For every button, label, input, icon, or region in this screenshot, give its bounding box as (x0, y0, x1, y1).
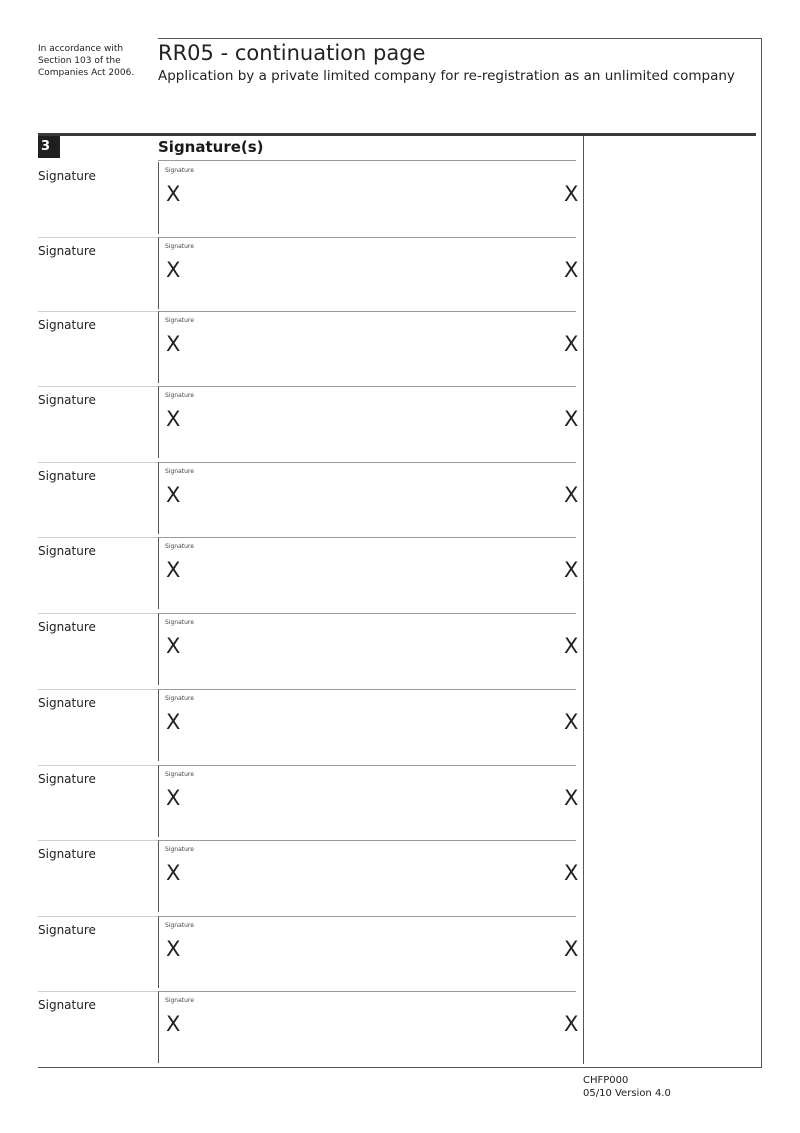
signature-field[interactable] (158, 840, 579, 912)
footer-version: 05/10 Version 4.0 (583, 1088, 671, 1099)
legal-note-line-3: Companies Act 2006. (38, 68, 135, 78)
frame-bottom-border (38, 1067, 762, 1068)
sign-here-x-icon: X (166, 182, 181, 206)
sign-end-x-icon: X (564, 710, 579, 734)
signature-field[interactable] (158, 689, 579, 761)
signature-row-label: Signature (38, 544, 96, 558)
sign-end-x-icon: X (564, 634, 579, 658)
signature-field[interactable] (158, 237, 579, 309)
legal-note-line-2: Section 103 of the (38, 56, 121, 66)
signature-field-caption: Signature (165, 392, 194, 399)
signature-row (0, 162, 800, 237)
signature-field-caption: Signature (165, 771, 194, 778)
signature-field-caption: Signature (165, 167, 194, 174)
row-divider (38, 916, 158, 917)
signature-field[interactable] (158, 162, 579, 234)
sign-here-x-icon: X (166, 937, 181, 961)
signature-field[interactable] (158, 916, 579, 988)
row-divider (38, 613, 158, 614)
signature-field[interactable] (158, 765, 579, 837)
signature-row (0, 237, 800, 312)
sign-here-x-icon: X (166, 710, 181, 734)
sign-end-x-icon: X (564, 483, 579, 507)
signature-row-label: Signature (38, 923, 96, 937)
footer-form-code: CHFP000 (583, 1075, 629, 1086)
sign-here-x-icon: X (166, 558, 181, 582)
signature-field[interactable] (158, 462, 579, 534)
signature-field-caption: Signature (165, 997, 194, 1004)
sign-here-x-icon: X (166, 258, 181, 282)
signature-row (0, 386, 800, 461)
legal-note-line-1: In accordance with (38, 44, 124, 54)
signature-row (0, 991, 800, 1066)
signature-field[interactable] (158, 386, 579, 458)
sign-end-x-icon: X (564, 332, 579, 356)
sign-end-x-icon: X (564, 1012, 579, 1036)
section-number-badge: 3 (38, 136, 60, 158)
signature-row (0, 311, 800, 386)
signature-field-caption: Signature (165, 243, 194, 250)
sign-here-x-icon: X (166, 634, 181, 658)
signature-row-label: Signature (38, 244, 96, 258)
signature-row-label: Signature (38, 393, 96, 407)
signature-row (0, 613, 800, 688)
sign-end-x-icon: X (564, 937, 579, 961)
row-divider (38, 462, 158, 463)
sign-here-x-icon: X (166, 483, 181, 507)
signature-row (0, 537, 800, 612)
sign-end-x-icon: X (564, 558, 579, 582)
sign-end-x-icon: X (564, 258, 579, 282)
signature-row-label: Signature (38, 772, 96, 786)
signature-field[interactable] (158, 613, 579, 685)
section-title: Signature(s) (158, 138, 264, 156)
signature-field-caption: Signature (165, 468, 194, 475)
sign-end-x-icon: X (564, 182, 579, 206)
signature-field-caption: Signature (165, 619, 194, 626)
row-divider (38, 537, 158, 538)
signature-field[interactable] (158, 311, 579, 383)
sign-end-x-icon: X (564, 861, 579, 885)
row-divider (38, 311, 158, 312)
sign-here-x-icon: X (166, 407, 181, 431)
sign-here-x-icon: X (166, 786, 181, 810)
signature-row (0, 689, 800, 764)
signature-row-label: Signature (38, 847, 96, 861)
signature-field-caption: Signature (165, 317, 194, 324)
form-subtitle: Application by a private limited company for re-registration as an unlimited company (158, 68, 735, 84)
signature-field[interactable] (158, 537, 579, 609)
signature-row-label: Signature (38, 620, 96, 634)
signature-field[interactable] (158, 991, 579, 1063)
signature-row-label: Signature (38, 169, 96, 183)
signature-row-label: Signature (38, 469, 96, 483)
sign-end-x-icon: X (564, 786, 579, 810)
signature-field-caption: Signature (165, 846, 194, 853)
row-divider (38, 237, 158, 238)
signature-field-caption: Signature (165, 695, 194, 702)
signature-field-caption: Signature (165, 543, 194, 550)
row-divider (38, 991, 158, 992)
signature-row-label: Signature (38, 318, 96, 332)
sign-end-x-icon: X (564, 407, 579, 431)
row-divider (38, 765, 158, 766)
footer-code-block (583, 1074, 671, 1100)
signature-row (0, 765, 800, 840)
sign-here-x-icon: X (166, 861, 181, 885)
signature-row-label: Signature (38, 998, 96, 1012)
row-divider (38, 386, 158, 387)
row-divider (38, 840, 158, 841)
signature-row-label: Signature (38, 696, 96, 710)
sign-here-x-icon: X (166, 1012, 181, 1036)
signature-row (0, 462, 800, 537)
form-title: RR05 - continuation page (158, 41, 426, 65)
signature-row (0, 916, 800, 991)
signature-field-caption: Signature (165, 922, 194, 929)
sign-here-x-icon: X (166, 332, 181, 356)
signature-row (0, 840, 800, 915)
row-divider (38, 689, 158, 690)
